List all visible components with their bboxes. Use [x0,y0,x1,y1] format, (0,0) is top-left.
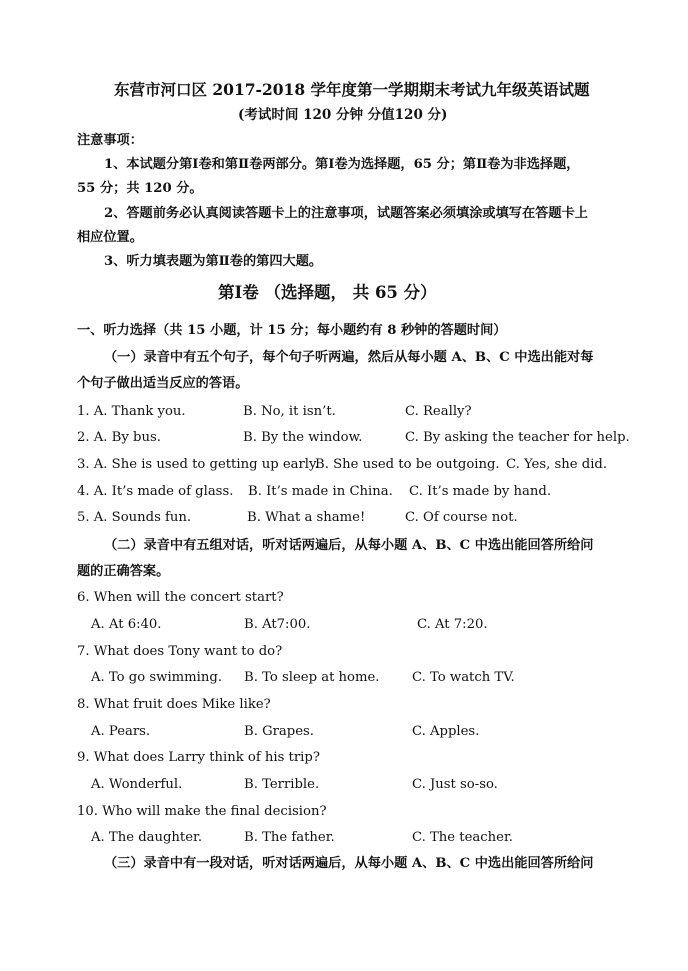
exam-title: 东营市河口区 2017-2018 学年度第一学期期末考试九年级英语试题 [114,80,590,99]
q10-stem: 10. Who will make the final decision? [77,804,327,819]
q6-option-a: A. At 6:40. [91,617,162,632]
q3-option-b: B. She used to be outgoing. [315,457,500,472]
q10-option-b: B. The father. [244,830,335,845]
q7-option-a: A. To go swimming. [91,670,223,685]
note-item-3: 3、听力填表题为第Ⅱ卷的第四大题。 [104,254,323,269]
q6-stem: 6. When will the concert start? [77,590,284,605]
q7-option-b: B. To sleep at home. [244,670,380,685]
note-item-1: 1、本试题分第Ⅰ卷和第Ⅱ卷两部分。第Ⅰ卷为选择题，65 分；第Ⅱ卷为非选择题， [104,157,580,172]
q1-option-c: C. Really? [405,404,472,419]
notes-heading: 注意事项： [77,133,143,148]
subsection3-instruction: （三）录音中有一段对话，听对话两遍后，从每小题 A、B、C 中选出能回答所给问 [104,856,594,871]
q1-option-a: 1. A. Thank you. [77,404,186,419]
q9-option-c: C. Just so-so. [412,777,498,792]
q2-option-a: 2. A. By bus. [77,430,161,445]
note-item-2-cont: 相应位置。 [77,230,143,245]
q3-option-a: 3. A. She is used to getting up early. [77,457,319,472]
q8-option-b: B. Grapes. [244,724,314,739]
q9-stem: 9. What does Larry think of his trip? [77,750,320,765]
q9-option-a: A. Wonderful. [91,777,183,792]
q5-option-a: 5. A. Sounds fun. [77,510,192,525]
section1-heading: 一、听力选择（共 15 小题，计 15 分；每小题约有 8 秒钟的答题时间） [77,323,507,338]
q4-option-c: C. It’s made by hand. [409,484,552,499]
q4-option-b: B. It’s made in China. [248,484,393,499]
q8-stem: 8. What fruit does Mike like? [77,697,271,712]
q4-option-a: 4. A. It’s made of glass. [77,484,234,499]
q3-option-c: C. Yes, she did. [506,457,608,472]
subsection1-instruction: （一）录音中有五个句子，每个句子听两遍，然后从每小题 A、B、C 中选出能对每 [104,350,594,365]
q7-option-c: C. To watch TV. [412,670,515,685]
q10-option-a: A. The daughter. [91,830,203,845]
q5-option-b: B. What a shame! [247,510,366,525]
q6-option-b: B. At7:00. [244,617,311,632]
q9-option-b: B. Terrible. [244,777,320,792]
note-item-1-cont: 55 分；共 120 分。 [77,181,203,196]
note-item-2: 2、答题前务必认真阅读答题卡上的注意事项，试题答案必须填涂或填写在答题卡上 [104,206,588,221]
q2-option-b: B. By the window. [243,430,363,445]
exam-subtitle: (考试时间 120 分钟 分值120 分) [238,107,448,123]
q5-option-c: C. Of course not. [405,510,518,525]
q1-option-b: B. No, it isn’t. [243,404,336,419]
q10-option-c: C. The teacher. [412,830,513,845]
part1-title: 第Ⅰ卷 （选择题， 共 65 分） [218,283,437,302]
subsection2-instruction: （二）录音中有五组对话，听对话两遍后，从每小题 A、B、C 中选出能回答所给问 [104,538,594,553]
q8-option-a: A. Pears. [91,724,151,739]
q7-stem: 7. What does Tony want to do? [77,644,283,659]
q8-option-c: C. Apples. [412,724,480,739]
q6-option-c: C. At 7:20. [417,617,488,632]
q2-option-c: C. By asking the teacher for help. [405,430,630,445]
subsection2-instruction-cont: 题的正确答案。 [77,564,170,579]
subsection1-instruction-cont: 个句子做出适当反应的答语。 [77,376,249,391]
